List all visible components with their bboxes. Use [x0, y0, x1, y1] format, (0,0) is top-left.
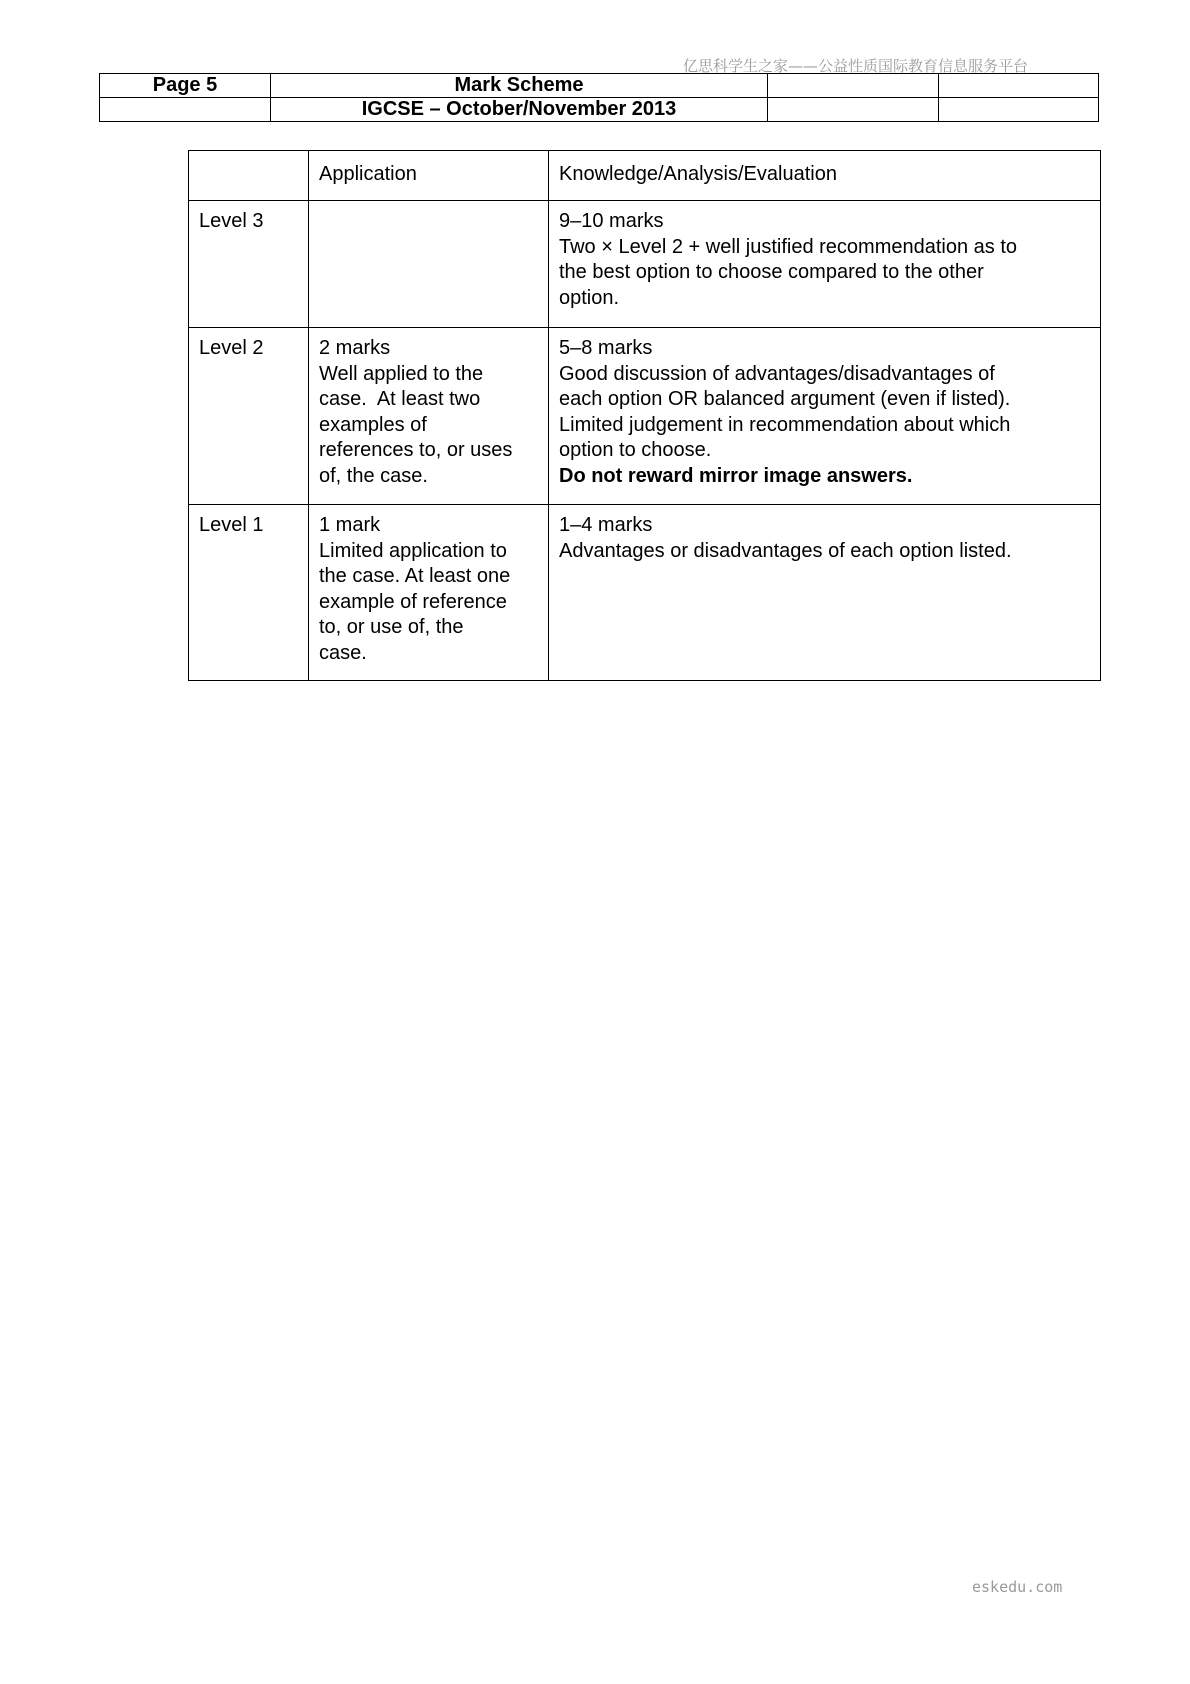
descriptor-line: Limited application to: [319, 539, 507, 562]
descriptor-line: of, the case.: [319, 464, 428, 487]
application-cell: [309, 328, 549, 505]
marks-value: 1 mark: [319, 514, 381, 536]
descriptor-line: Two × Level 2 + well justified recommendation as to: [559, 235, 1018, 258]
marks-range: 9–10 marks: [559, 210, 664, 232]
document-subtitle: IGCSE – October/November 2013: [271, 98, 768, 122]
descriptor-line: examples of: [319, 413, 427, 436]
descriptor-line: to, or use of, the: [319, 616, 464, 638]
descriptor-line: case. At least two: [319, 388, 481, 410]
descriptor-line: Well applied to the: [319, 362, 484, 385]
level-label: Level 1: [189, 505, 309, 681]
application-cell: [309, 505, 549, 681]
column-header-knowledge: Knowledge/Analysis/Evaluation: [549, 151, 1101, 201]
level-label: Level 3: [189, 201, 309, 328]
knowledge-cell: [549, 328, 1101, 505]
descriptor-line: example of reference: [319, 590, 507, 613]
level-label: Level 2: [189, 328, 309, 505]
header-empty-cell: [768, 74, 939, 98]
header-empty-cell: [939, 74, 1099, 98]
page-header-table: [99, 73, 1099, 122]
descriptor-line: Limited judgement in recommendation about which: [559, 413, 1011, 436]
descriptor-line: each option OR balanced argument (even if listed).: [559, 388, 1011, 410]
watermark-bottom: eskedu.com: [972, 1578, 1063, 1596]
examiner-note: Do not reward mirror image answers.: [559, 464, 913, 487]
descriptor-line: the case. At least one: [319, 565, 511, 587]
mark-scheme-table: [188, 150, 1101, 681]
marks-range: 5–8 marks: [559, 337, 653, 359]
watermark-top: 亿思科学生之家——公益性质国际教育信息服务平台: [683, 57, 1029, 75]
descriptor-line: Good discussion of advantages/disadvantages of: [559, 362, 995, 385]
marks-value: 2 marks: [319, 337, 391, 359]
header-empty-cell: [100, 98, 271, 122]
descriptor-line: case.: [319, 641, 367, 664]
descriptor-line: option to choose.: [559, 439, 712, 461]
marks-range: 1–4 marks: [559, 514, 653, 536]
descriptor-line: option.: [559, 286, 620, 309]
knowledge-cell: [549, 505, 1101, 681]
column-header-level: [189, 151, 309, 201]
table-row: [189, 505, 1101, 681]
header-empty-cell: [768, 98, 939, 122]
table-row: [189, 201, 1101, 328]
descriptor-line: Advantages or disadvantages of each option listed.: [559, 539, 1012, 562]
application-cell: [309, 201, 549, 328]
column-header-application: Application: [309, 151, 549, 201]
page-number: Page 5: [100, 74, 271, 98]
table-row: [189, 328, 1101, 505]
descriptor-line: the best option to choose compared to the other: [559, 261, 984, 283]
descriptor-line: references to, or uses: [319, 439, 513, 461]
table-header-row: [189, 151, 1101, 201]
knowledge-cell: [549, 201, 1101, 328]
document-title: Mark Scheme: [271, 74, 768, 98]
header-empty-cell: [939, 98, 1099, 122]
